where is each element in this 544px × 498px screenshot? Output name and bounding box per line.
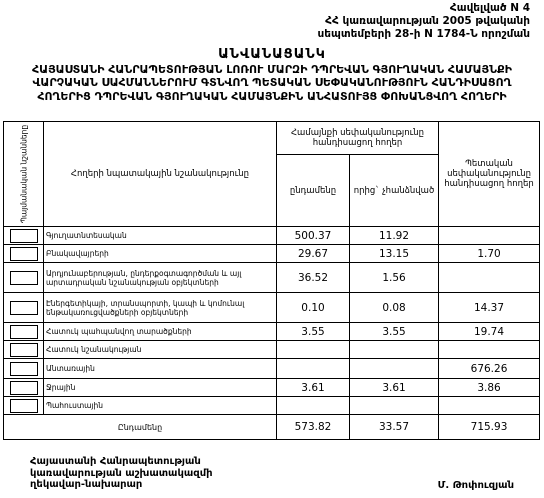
row-total	[277, 359, 350, 379]
row-including: 13.15	[350, 245, 439, 263]
signatory-name: Մ. Թոփուզյան	[437, 480, 514, 491]
row-total	[277, 397, 350, 415]
row-total: 3.61	[277, 379, 350, 397]
total-including: 33.57	[350, 415, 439, 440]
signatory-line-1: Հայաստանի Հանրապետության	[30, 456, 201, 467]
code-symbol	[10, 301, 38, 315]
code-symbol	[10, 343, 38, 357]
annex-date-line: սեպտեմբերի 28-ի N 1784-Ն որոշման	[317, 28, 530, 40]
row-total	[277, 341, 350, 359]
title-main: ԱՆՎԱՆԱՑԱՆԿ	[218, 47, 326, 62]
header-state: Պետական սեփականությունը հանդիսացող հողեր	[439, 122, 540, 227]
row-name: Հատուկ նշանակության	[44, 341, 277, 359]
row-state: 676.26	[439, 359, 540, 379]
annex-number: Հավելված N 4	[449, 2, 530, 14]
table-row	[4, 359, 540, 379]
row-including: 0.08	[350, 293, 439, 323]
row-state: 14.37	[439, 293, 540, 323]
row-name: Հատուկ պահպանվող տարածքների	[44, 323, 277, 341]
code-symbol	[10, 381, 38, 395]
header-total: ընդամենը	[277, 155, 350, 227]
code-symbol	[10, 229, 38, 243]
row-name: Էներգետիկայի, տրանսպորտի, կապի և կոմունալ ենթակառուցվածքների օբյեկտների	[44, 293, 277, 323]
table-row	[4, 263, 540, 293]
row-total: 500.37	[277, 227, 350, 245]
row-including	[350, 397, 439, 415]
header-code: Պայմանական նշանները	[19, 124, 28, 224]
annex-block	[317, 2, 530, 41]
row-total: 0.10	[277, 293, 350, 323]
row-including	[350, 341, 439, 359]
title-line-1: ՀԱՅԱՍՏԱՆԻ ՀԱՆՐԱՊԵՏՈՒԹՅԱՆ ԼՈՌՈՒ ՄԱՐԶԻ ԴՊՐԵՎԱՆ ԳՅՈՒՂԱԿԱՆ ՀԱՄԱՅՆՔԻ	[31, 62, 512, 76]
row-including	[350, 359, 439, 379]
total-total: 573.82	[277, 415, 350, 440]
row-state	[439, 263, 540, 293]
table-row	[4, 323, 540, 341]
land-table	[3, 121, 540, 440]
signatory-line-2: կառավարության աշխատակազմի	[30, 467, 213, 479]
title-line-3: ՀՈՂԵՐԻՑ ԴՊՐԵՎԱՆ ԳՅՈՒՂԱԿԱՆ ՀԱՄԱՅՆՔԻՆ ԱՆՀԱՏՈՒՅՑ ՓՈԽԱՆՑՎՈՂ ՀՈՂԵՐԻ	[37, 89, 507, 103]
annex-decision-line: ՀՀ կառավարության 2005 թվականի	[325, 15, 530, 27]
row-including: 3.61	[350, 379, 439, 397]
row-state: 3.86	[439, 379, 540, 397]
header-code-cell	[4, 122, 44, 227]
code-symbol	[10, 325, 38, 339]
row-total: 36.52	[277, 263, 350, 293]
row-state	[439, 341, 540, 359]
table-row	[4, 379, 540, 397]
row-total: 3.55	[277, 323, 350, 341]
table-row	[4, 397, 540, 415]
row-state	[439, 397, 540, 415]
signatory-title	[30, 456, 213, 491]
row-state	[439, 227, 540, 245]
row-name: Գյուղատնտեսական	[44, 227, 277, 245]
row-name: Արդյունաբերության, ընդերքօգտագործման և այլ արտադրական նշանակության օբյեկտների	[44, 263, 277, 293]
row-including: 11.92	[350, 227, 439, 245]
header-including: որից` չհանձնված	[350, 155, 439, 227]
code-symbol	[10, 247, 38, 261]
document-title	[0, 48, 544, 103]
row-total: 29.67	[277, 245, 350, 263]
total-state: 715.93	[439, 415, 540, 440]
table-row	[4, 227, 540, 245]
title-line-2: ՎԱՐՉԱԿԱՆ ՍԱՀՄԱՆՆԵՐՈՒՄ ԳՏՆՎՈՂ ՊԵՏԱԿԱՆ ՍԵՓԱԿԱՆՈՒԹՅՈՒՆ ՀԱՆԴԻՍԱՑՈՂ	[32, 76, 512, 89]
table-row	[4, 293, 540, 323]
row-including: 3.55	[350, 323, 439, 341]
header-name: Հողերի նպատակային նշանակությունը	[44, 122, 277, 227]
table-row	[4, 245, 540, 263]
total-label: Ընդամենը	[4, 415, 277, 440]
code-symbol	[10, 271, 38, 285]
row-state: 19.74	[439, 323, 540, 341]
row-including: 1.56	[350, 263, 439, 293]
row-name: Անտառային	[44, 359, 277, 379]
row-name: Բնակավայրերի	[44, 245, 277, 263]
total-row	[4, 415, 540, 440]
code-symbol	[10, 362, 38, 376]
code-symbol	[10, 399, 38, 413]
table-row	[4, 341, 540, 359]
row-state: 1.70	[439, 245, 540, 263]
row-name: Ջրային	[44, 379, 277, 397]
row-name: Պահուստային	[44, 397, 277, 415]
signatory-line-3: ղեկավար-նախարար	[30, 479, 143, 490]
header-row-1	[4, 122, 540, 155]
header-community-group: Համայնքի սեփականությունը հանդիսացող հողեր	[277, 122, 439, 155]
